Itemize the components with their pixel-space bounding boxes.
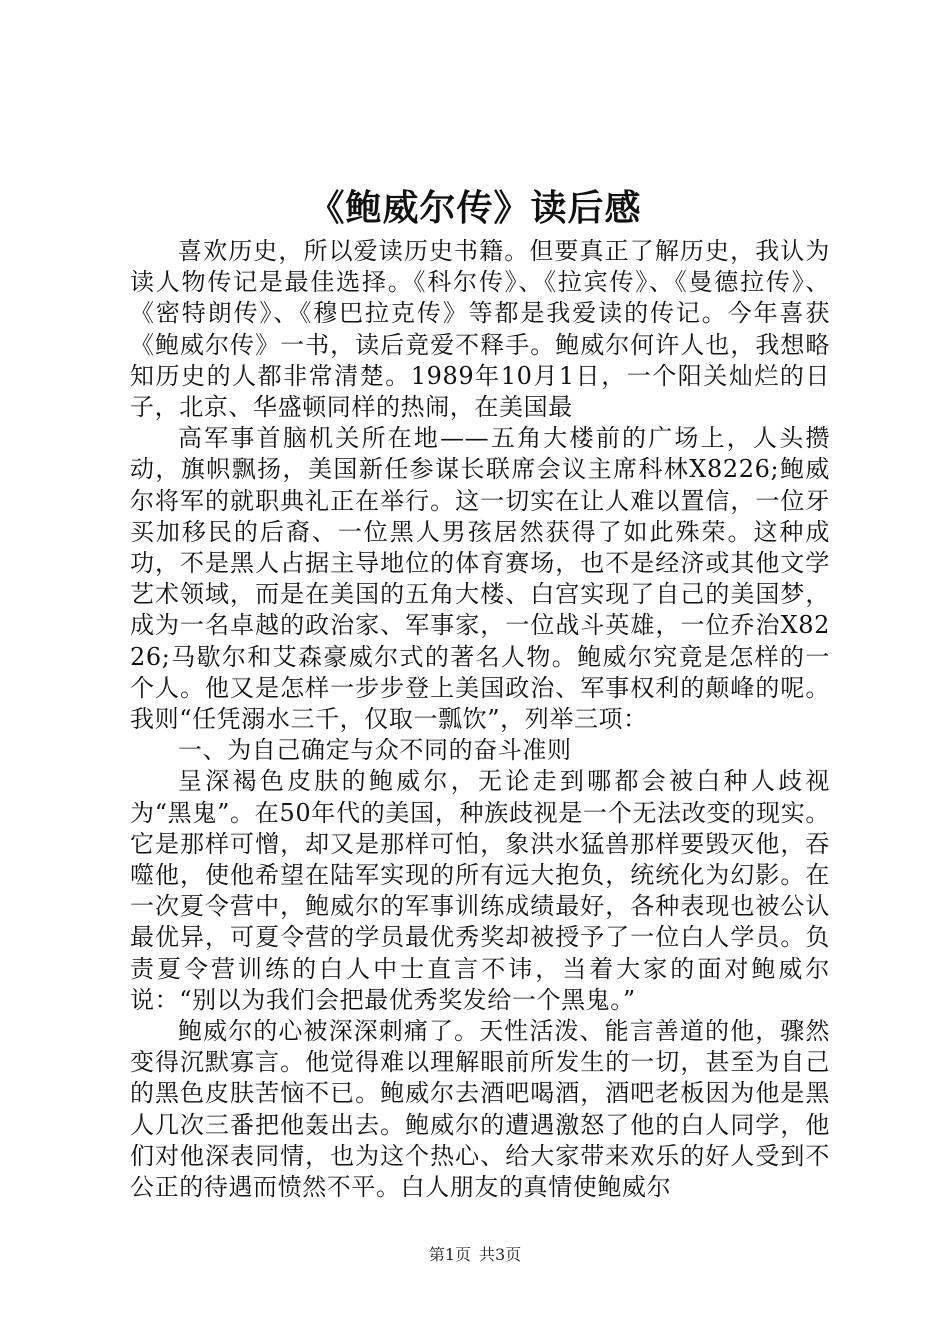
page-total: 共3页: [479, 1245, 522, 1264]
page-footer: [0, 1244, 950, 1266]
paragraph-intro: 喜欢历史，所以爱读历史书籍。但要真正了解历史，我认为读人物传记是最佳选择。《科尔传》、《拉宾传》、《曼德拉传》、《密特朗传》、《穆巴拉克传》等都是我爱读的传记。今年喜获《鲍威尔传》一书，读后竟爱不释手。鲍威尔何许人也，我想略知历史的人都非常清楚。1989年10月1日，一个阳关灿烂的日子，北京、华盛顿同样的热闹，在美国最: [130, 237, 830, 422]
document-body: [130, 236, 830, 1203]
section-heading-1: 一、为自己确定与众不同的奋斗准则: [178, 736, 572, 765]
paragraph-discrimination: 呈深褐色皮肤的鲍威尔，无论走到哪都会被白种人歧视为“黑鬼”。在50年代的美国，种族歧视是一个无法改变的现实。它是那样可憎，却又是那样可怕，象洪水猛兽那样要毁灭他，吞噬他，使他希望在陆军实现的所有远大抱负，统统化为幻影。在一次夏令营中，鲍威尔的军事训练成绩最好，各种表现也被公认最优异，可夏令营的学员最优秀奖却被授予了一位白人学员。负责夏令营训练的白人中士直言不讳，当着大家的面对鲍威尔说：“别以为我们会把最优秀奖发给一个黑鬼。”: [130, 767, 830, 1014]
paragraph-hurt: 鲍威尔的心被深深刺痛了。天性活泼、能言善道的他，骤然变得沉默寡言。他觉得难以理解眼前所发生的一切，甚至为自己的黑色皮肤苦恼不已。鲍威尔去酒吧喝酒，酒吧老板因为他是黑人几次三番把他轰出去。鲍威尔的遭遇激怒了他的白人同学，他们对他深表同情，也为这个热心、给大家带来欢乐的好人受到不公正的待遇而愤然不平。白人朋友的真情使鲍威尔: [130, 1017, 830, 1202]
paragraph-pentagon: 高军事首脑机关所在地——五角大楼前的广场上，人头攒动，旗帜飘扬，美国新任参谋长联席会议主席科林X8226;鲍威尔将军的就职典礼正在举行。这一切实在让人难以置信，一位牙买加移民的后裔、一位黑人男孩居然获得了如此殊荣。这种成功，不是黑人占据主导地位的体育赛场，也不是经济或其他文学艺术领域，而是在美国的五角大楼、白宫实现了自己的美国梦，成为一名卓越的政治家、军事家，一位战斗英雄，一位乔治X8226;马歇尔和艾森豪威尔式的著名人物。鲍威尔究竟是怎样的一个人。他又是怎样一步步登上美国政治、军事权利的颠峰的呢。我则“任凭溺水三千，仅取一瓢饮”，列举三项：: [130, 424, 830, 734]
document-title: 《鲍威尔传》读后感: [308, 187, 642, 229]
page-number: 第1页: [428, 1245, 471, 1264]
